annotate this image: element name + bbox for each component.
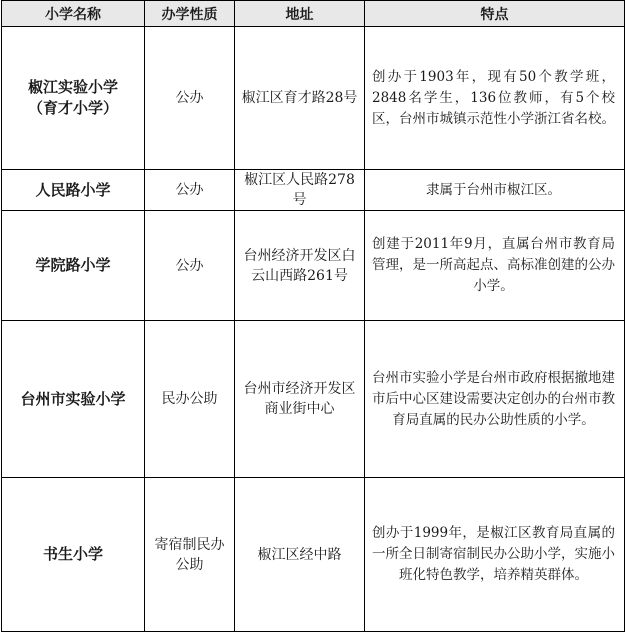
school-name-cell (2, 211, 145, 321)
school-address: 椒江区育才路28号 (235, 27, 365, 170)
school-nature: 民办公助 (145, 321, 235, 478)
school-nature: 公办 (145, 211, 235, 321)
header-address: 地址 (235, 1, 365, 27)
table-row (2, 170, 625, 211)
school-features: 创办于1999年，是椒江区教育局直属的一所全日制寄宿制民办公助小学，实施小班化特色教学，培养精英群体。 (365, 478, 625, 632)
school-name: 椒江实验小学 (27, 78, 118, 96)
school-name-alias: （育才小学） (27, 99, 118, 117)
school-features: 创建于2011年9月，直属台州市教育局管理，是一所高起点、高标准创建的公办小学。 (365, 211, 625, 321)
table-row (2, 211, 625, 321)
school-nature: 公办 (145, 170, 235, 211)
school-name-cell (2, 27, 145, 170)
school-name-cell (2, 321, 145, 478)
school-address: 椒江区人民路278号 (235, 170, 365, 211)
header-features: 特点 (365, 1, 625, 27)
school-table (1, 0, 625, 632)
school-address: 台州市经济开发区商业街中心 (235, 321, 365, 478)
school-name: 学院路小学 (35, 256, 111, 274)
table-row (2, 478, 625, 632)
school-name: 台州市实验小学 (20, 389, 126, 408)
school-address: 椒江区经中路 (235, 478, 365, 632)
school-features: 台州市实验小学是台州市政府根据撤地建市后中心区建设需要决定创办的台州市教育局直属的民办公助性质的小学。 (365, 321, 625, 478)
school-nature: 公办 (145, 27, 235, 170)
table-row (2, 27, 625, 170)
school-address: 台州经济开发区白云山西路261号 (235, 211, 365, 321)
school-features: 创办于1903年，现有50个教学班，2848名学生，136位教师，有5个校区，台州市城镇示范性小学浙江省名校。 (365, 27, 625, 170)
school-features: 隶属于台州市椒江区。 (365, 170, 625, 211)
header-row (2, 1, 625, 27)
table-row (2, 321, 625, 478)
school-name: 书生小学 (42, 545, 103, 563)
school-nature: 寄宿制民办公助 (145, 478, 235, 632)
header-school-nature: 办学性质 (145, 1, 235, 27)
header-school-name: 小学名称 (2, 1, 145, 27)
school-name-cell (2, 170, 145, 211)
school-name-cell (2, 478, 145, 632)
school-name: 人民路小学 (35, 180, 111, 199)
